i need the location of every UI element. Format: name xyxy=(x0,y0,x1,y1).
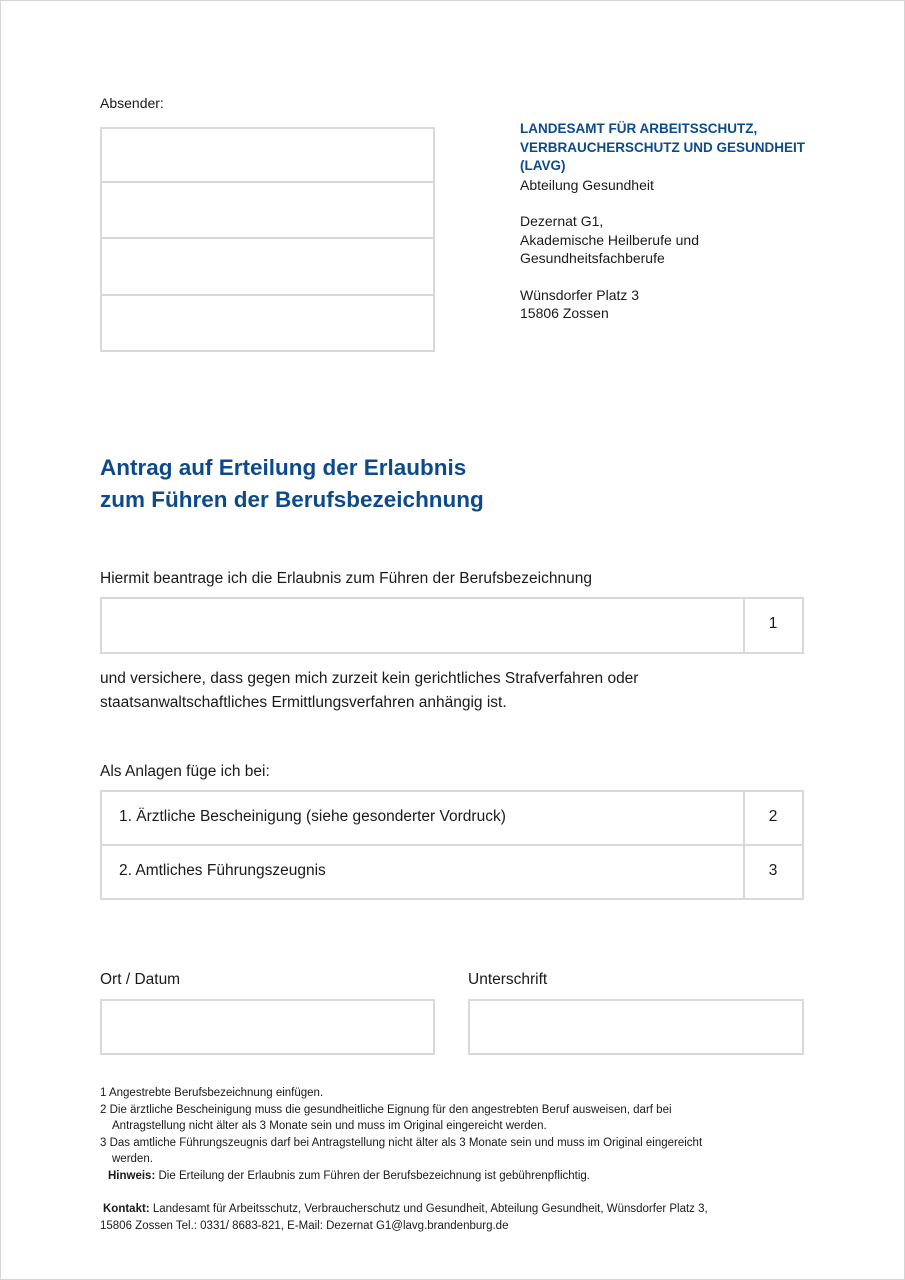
sender-label: Absender: xyxy=(100,95,164,111)
attachment-item-2: 2. Amtliches Führungszeugnis xyxy=(119,862,326,879)
attachment-item-1: 1. Ärztliche Bescheinigung (siehe gesonderter Vordruck) xyxy=(119,808,506,825)
hint-text: Die Erteilung der Erlaubnis zum Führen der Berufsbezeichnung ist gebührenpflichtig. xyxy=(155,1169,590,1182)
division-line-2: Akademische Heilberufe und xyxy=(520,231,699,248)
request-intro: Hiermit beantrage ich die Erlaubnis zum Führen der Berufsbezeichnung xyxy=(100,570,592,587)
division-line-3: Gesundheitsfachberufe xyxy=(520,250,665,266)
footnote-1: 1 Angestrebte Berufsbezeichnung einfügen. xyxy=(100,1087,324,1099)
hint xyxy=(100,1168,820,1185)
sender-line-1-field[interactable] xyxy=(100,127,435,183)
footnote-3-line-1: 3 Das amtliche Führungszeugnis darf bei Antragstellung nicht älter als 3 Monate sein und muss im Original eingereicht xyxy=(100,1136,703,1149)
org-name-line-1: LANDESAMT FÜR ARBEITSSCHUTZ, xyxy=(520,121,758,136)
division-line-1: Dezernat G1, xyxy=(520,213,604,229)
sender-line-3-field[interactable] xyxy=(100,239,435,296)
contact-line-2: 15806 Zossen Tel.: 0331/ 8683-821, E-Mail: Dezernat G1@lavg.brandenburg.de xyxy=(100,1219,509,1232)
profession-field[interactable] xyxy=(100,597,745,654)
contact-label: Kontakt: xyxy=(103,1203,150,1215)
assurance-line-2: staatsanwaltschaftliches Ermittlungsverfahren anhängig ist. xyxy=(100,694,507,711)
contact-text-1: Landesamt für Arbeitsschutz, Verbraucherschutz und Gesundheit, Abteilung Gesundheit, Wünsdorfer Platz 3, xyxy=(149,1203,708,1215)
assurance-text xyxy=(100,667,820,715)
place-date-label: Ort / Datum xyxy=(100,971,181,988)
street: Wünsdorfer Platz 3 xyxy=(520,286,640,303)
recipient-address xyxy=(520,120,840,323)
org-name-line-3: (LAVG) xyxy=(520,158,566,173)
footnotes xyxy=(100,1085,820,1184)
contact xyxy=(100,1201,820,1234)
sender-line-2-field[interactable] xyxy=(100,183,435,239)
footnote-2-line-1: 2 Die ärztliche Bescheinigung muss die gesundheitliche Eignung für den angestrebten Beruf ausweisen, darf bei xyxy=(100,1103,672,1116)
title-line-1: Antrag auf Erteilung der Erlaubnis xyxy=(100,455,467,480)
city: 15806 Zossen xyxy=(520,305,609,321)
org-name-line-2: VERBRAUCHERSCHUTZ UND GESUNDHEIT xyxy=(520,139,806,155)
department: Abteilung Gesundheit xyxy=(520,176,654,193)
footnote-ref-2: 2 xyxy=(768,808,778,825)
signature-field[interactable] xyxy=(468,999,804,1055)
footnote-2-line-2: Antragstellung nicht älter als 3 Monate sein und muss im Original eingereicht werden. xyxy=(112,1120,547,1132)
signature-label: Unterschrift xyxy=(468,971,548,988)
assurance-line-1: und versichere, dass gegen mich zurzeit kein gerichtliches Strafverfahren oder xyxy=(100,670,639,687)
footnote-3-line-2: werden. xyxy=(112,1153,153,1165)
sender-line-4-field[interactable] xyxy=(100,296,435,352)
attachments-intro: Als Anlagen füge ich bei: xyxy=(100,763,270,780)
place-date-field[interactable] xyxy=(100,999,435,1055)
document-title xyxy=(100,452,800,516)
title-line-2: zum Führen der Berufsbezeichnung xyxy=(100,487,484,512)
footnote-ref-3: 3 xyxy=(768,862,778,879)
contact-line-1 xyxy=(100,1201,820,1218)
hint-label: Hinweis: xyxy=(108,1169,156,1182)
footnote-ref-1: 1 xyxy=(768,615,778,632)
